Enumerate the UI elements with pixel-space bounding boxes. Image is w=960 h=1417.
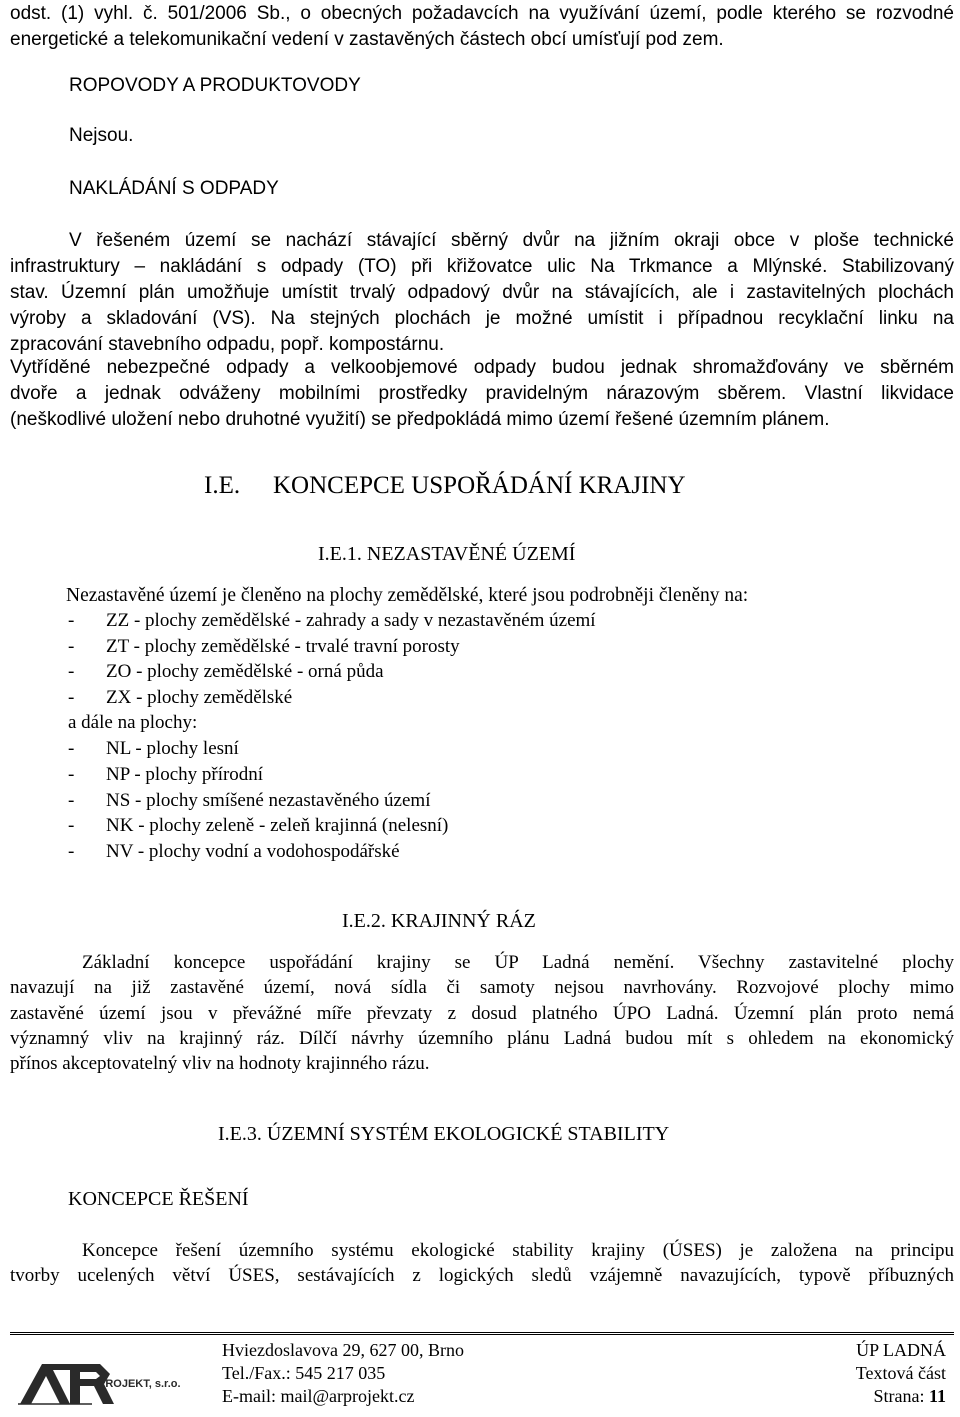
company-logo [18,1354,208,1410]
ropovody-heading: ROPOVODY A PRODUKTOVODY [69,75,361,96]
ie2-line-2: navazují na již zastavěné území, nová sídla či samoty nejsou navrhovány. Rozvojové plochy mimo [10,977,954,998]
list-dash: - [68,636,75,657]
footer-doc-title: ÚP LADNÁ [856,1340,946,1360]
footer-page [873,1386,946,1407]
list-item-zx: ZX - plochy zemědělské [106,687,293,708]
footer-phone: Tel./Fax.: 545 217 035 [222,1363,386,1383]
list-item-nv: NV - plochy vodní a vodohospodářské [106,841,400,862]
odpady-heading: NAKLÁDÁNÍ S ODPADY [69,178,279,199]
list-dash: - [68,738,75,759]
list-dash: - [68,610,75,631]
top-paragraph-line-1: odst. (1) vyhl. č. 501/2006 Sb., o obecných požadavcích na využívání území, podle kterého se rozvodné [10,3,954,24]
footer-email: E-mail: mail@arprojekt.cz [222,1386,415,1406]
list-item-ns: NS - plochy smíšené nezastavěného území [106,790,431,811]
list-dash: - [68,687,75,708]
ie2-line-3: zastavěné území jsou v převážné míře převzaty z dosud platného ÚPO Ladná. Územní plán proto nemá [10,1003,954,1024]
ie2-line-4: významný vliv na krajinný ráz. Dílčí návrhy územního plánu Ladná budou mít s ohledem na ekonomický [10,1028,954,1049]
footer-doc-part: Textová část [855,1363,946,1383]
section-ie1-middle: a dále na plochy: [68,712,198,733]
odpady-line-3: stav. Územní plán umožňuje umístit trvalý odpadový dvůr na stávajících, ale i zastavitelných plochách [10,282,954,303]
list-item-zo: ZO - plochy zemědělské - orná půda [106,661,384,682]
section-ie3-subheading: KONCEPCE ŘEŠENÍ [68,1188,249,1210]
list-dash: - [68,841,75,862]
list-item-zz: ZZ - plochy zemědělské - zahrady a sady v nezastavěném území [106,610,596,631]
section-ie-title: KONCEPCE USPOŘÁDÁNÍ KRAJINY [273,472,686,499]
list-dash: - [68,661,75,682]
top-paragraph-line-2: energetické a telekomunikační vedení v zastavěných částech obcí umísťují pod zem. [10,29,724,50]
footer-divider [10,1332,954,1335]
list-item-zt: ZT - plochy zemědělské - trvalé travní porosty [106,636,460,657]
logo-text: PROJEKT, s.r.o. [98,1378,181,1390]
odpady-line-2: infrastruktury – nakládání s odpady (TO) při křižovatce ulic Na Trkmance a Mlýnské. Stabilizovaný [10,256,954,277]
odpady-line-4: výroby a skladování (VS). Na stejných plochách je možné umístit i případnou recyklační linku na [10,308,954,329]
ie3-line-1: Koncepce řešení územního systému ekologické stability krajiny (ÚSES) je založena na principu [82,1240,954,1261]
section-ie1-intro: Nezastavěné území je členěno na plochy zemědělské, které jsou podrobněji členěny na: [66,585,749,606]
odpady-line-1: V řešeném území se nachází stávající sběrný dvůr na jižním okraji obce v ploše technické [69,230,954,251]
footer-page-label: Strana: [873,1386,925,1406]
section-ie3-title: I.E.3. ÚZEMNÍ SYSTÉM EKOLOGICKÉ STABILITY [218,1123,670,1145]
list-dash: - [68,815,75,836]
ie2-line-1: Základní koncepce uspořádání krajiny se ÚP Ladná nemění. Všechny zastavitelné plochy [82,952,954,973]
list-item-nl: NL - plochy lesní [106,738,239,759]
section-ie2-title: I.E.2. KRAJINNÝ RÁZ [342,910,536,932]
list-dash: - [68,790,75,811]
ie3-line-2: tvorby ucelených větví ÚSES, sestávajících z logických sledů vzájemně navazujících, typově příbuzných [10,1265,954,1286]
odpady-line-5: zpracování stavebního odpadu, popř. kompostárnu. [10,334,445,355]
section-ie1-title: I.E.1. NEZASTAVĚNÉ ÚZEMÍ [318,543,576,565]
odpady-line-6: Vytříděné nebezpečné odpady a velkoobjemové odpady budou jednak shromažďovány ve sběrném [10,357,954,378]
odpady-line-7: dvoře a jednak odváženy mobilními prostředky pravidelným nárazovým sběrem. Vlastní likvidace [10,383,954,404]
footer-address: Hviezdoslavova 29, 627 00, Brno [222,1340,464,1360]
ropovody-text: Nejsou. [69,125,134,146]
footer-page-number: 11 [928,1386,946,1406]
list-dash: - [68,764,75,785]
odpady-line-8: (neškodlivé uložení nebo druhotné využití) se předpokládá mimo území řešené územním plánem. [10,409,830,430]
list-item-np: NP - plochy přírodní [106,764,264,785]
section-ie-number: I.E. [204,472,241,499]
list-item-nk: NK - plochy zeleně - zeleň krajinná (nelesní) [106,815,449,836]
ie2-line-5: přínos akceptovatelný vliv na hodnoty krajinného rázu. [10,1053,430,1074]
